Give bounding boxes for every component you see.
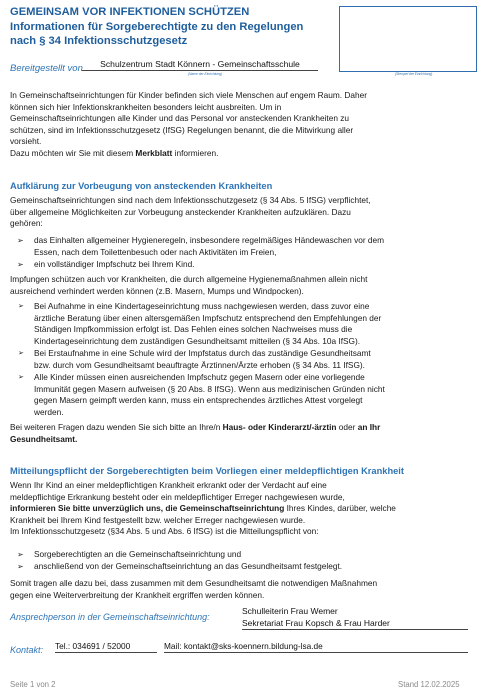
document-title (10, 5, 330, 49)
contact-person-label: Ansprechperson in der Gemeinschaftseinrichtung: (10, 612, 210, 622)
intro-line: Dazu möchten wir Sie mit diesem Merkblatt informieren. (10, 147, 219, 158)
phone-underline (55, 652, 157, 653)
contact-email: Mail: kontakt@sks-koennern.bildung-lsa.de (164, 641, 323, 651)
section2-paragraph: Wenn Ihr Kind an einer meldepflichtigen Krankheit erkrankt oder der Verdacht auf eine meldepflichtige Erkrankung besteht oder ein meldepflichtiger Erreger nachgewiesen wurde, informieren Sie bitte unverzüglich uns, die Gemeinschaftseinrichtung Ihres Kindes, darüber, welche Krankheit bei Ihrem Kind festgestellt bzw. welcher Erreger nachgewiesen wurde. Im Infektionsschutzgesetz (§34 Abs. 5 und Abs. 6 IfSG) ist die Mitteilungspflicht von: (10, 480, 396, 537)
section2-closing: Somit tragen alle dazu bei, dass zusammen mit dem Gesundheitsamt die notwendigen Maßnahmen gegen eine Weiterverbreitung der Krankheit ergriffen werden können. (10, 578, 378, 600)
arrow-bullet-icon: ➢ (17, 260, 24, 269)
page-number: Seite 1 von 2 (10, 680, 56, 689)
school-caption: (Name der Einrichtung) (188, 72, 223, 76)
provided-by-label: Bereitgestellt von (10, 63, 83, 74)
contact-label: Kontakt: (10, 645, 44, 655)
contact-person-1: Schulleiterin Frau Wemer (242, 606, 338, 616)
list-item: anschließend von der Gemeinschaftseinrichtung an das Gesundheitsamt festgelegt. (34, 561, 343, 571)
list-item: das Einhalten allgemeiner Hygieneregeln, insbesondere regelmäßiges Händewaschen vor dem Essen, nach dem Toilettenbesuch oder nach Aktivitäten im Freien, (34, 235, 385, 257)
school-name: Schulzentrum Stadt Könnern - Gemeinschaftsschule (100, 59, 300, 69)
contact-person-2: Sekretariat Frau Kopsch & Frau Harder (242, 618, 390, 628)
section1-intro: Gemeinschaftseinrichtungen sind nach dem Infektionsschutzgesetz (§ 34 Abs. 5 IfSG) verpflichtet, über allgemeine Möglichkeiten zur Vorbeugung ansteckender Krankheiten aufzuklären. Dazu gehören: (10, 195, 371, 229)
title-line-3: nach § 34 Infektionsschutzgesetz (10, 35, 188, 47)
intro-line: Gemeinschaftseinrichtungen alle Kinder und das Personal vor ansteckenden Krankheiten zu (10, 113, 349, 124)
document-date: Stand 12.02.2025 (398, 680, 460, 689)
arrow-bullet-icon: ➢ (18, 374, 24, 381)
section-heading-reporting: Mitteilungspflicht der Sorgeberechtigten beim Vorliegen einer meldepflichtigen Krankheit (10, 466, 404, 476)
arrow-bullet-icon: ➢ (17, 236, 24, 245)
intro-paragraph (10, 90, 472, 160)
intro-line: schützen, sind im Infektionsschutzgesetz (IfSG) Regelungen benannt, die die Mitwirkung aller (10, 124, 354, 135)
stamp-caption: (Stempel der Einrichtung) (395, 72, 433, 76)
merkblatt-bold: Merkblatt (135, 147, 173, 158)
list-item: ein vollständiger Impfschutz bei Ihrem Kind. (34, 259, 195, 269)
intro-line: In Gemeinschaftseinrichtungen für Kinder befinden sich viele Menschen auf engem Raum. Daher (10, 90, 367, 100)
arrow-bullet-icon: ➢ (18, 303, 24, 310)
stamp-box (339, 6, 477, 72)
email-underline (164, 652, 468, 653)
list-item: Bei Erstaufnahme in eine Schule wird der Impfstatus durch das zuständige Gesundheitsamt bzw. durch vom Gesundheitsamt beauftragte Ärztinnen/Ärzte erhoben (§ 34 Abs. 11 IfSG). (34, 348, 371, 370)
arrow-bullet-icon: ➢ (18, 350, 24, 357)
list-item: Alle Kinder müssen einen ausreichenden Impfschutz gegen Masern oder eine vorliegende Immunität gegen Masern aufweisen (§ 20 Abs. 8 IfSG). Wenn aus medizinischen Gründen nicht gegen Masern geimpft werden kann, muss ein entsprechendes ärztliches Attest vorgelegt werden. (34, 372, 385, 417)
contact-phone: Tel.: 034691 / 52000 (55, 641, 131, 651)
intro-line: können sich hier Infektionskrankheiten besonders leicht ausbreiten. Um in (10, 101, 282, 112)
contact-underline (242, 629, 468, 630)
title-line-1: GEMEINSAM VOR INFEKTIONEN SCHÜTZEN (10, 6, 250, 18)
list-item: Bei Aufnahme in eine Kindertageseinrichtung muss nachgewiesen werden, dass zuvor eine ärztliche Beratung über einen altersgemäßen Impfschutz entsprechend den Empfehlungen der Ständigen Impfkommission erfolgt ist. Das Fehlen eines solchen Nachweises muss die Kindertageseinrichtung dem zuständigen Gesundheitsamt mitteilen (§ 34 Abs. 10a IfSG). (34, 301, 382, 346)
section-heading-prevention: Aufklärung zur Vorbeugung von ansteckenden Krankheiten (10, 181, 273, 191)
section1-vaccine-paragraph: Impfungen schützen auch vor Krankheiten, die durch allgemeine Hygienemaßnahmen allein nicht ausreichend verhindert werden können (z.B. Masern, Mumps und Windpocken). (10, 274, 368, 296)
school-name-underline (82, 70, 318, 71)
arrow-bullet-icon: ➢ (17, 562, 24, 571)
section1-questions: Bei weiteren Fragen dazu wenden Sie sich bitte an Ihre/n Haus- oder Kinderarzt/-ärztin oder an Ihr Gesundheitsamt. (10, 422, 381, 444)
arrow-bullet-icon: ➢ (17, 550, 24, 559)
intro-line: vorsieht. (10, 136, 42, 147)
list-item: Sorgeberechtigten an die Gemeinschaftseinrichtung und (34, 549, 242, 559)
title-line-2: Informationen für Sorgeberechtigte zu den Regelungen (10, 20, 304, 33)
